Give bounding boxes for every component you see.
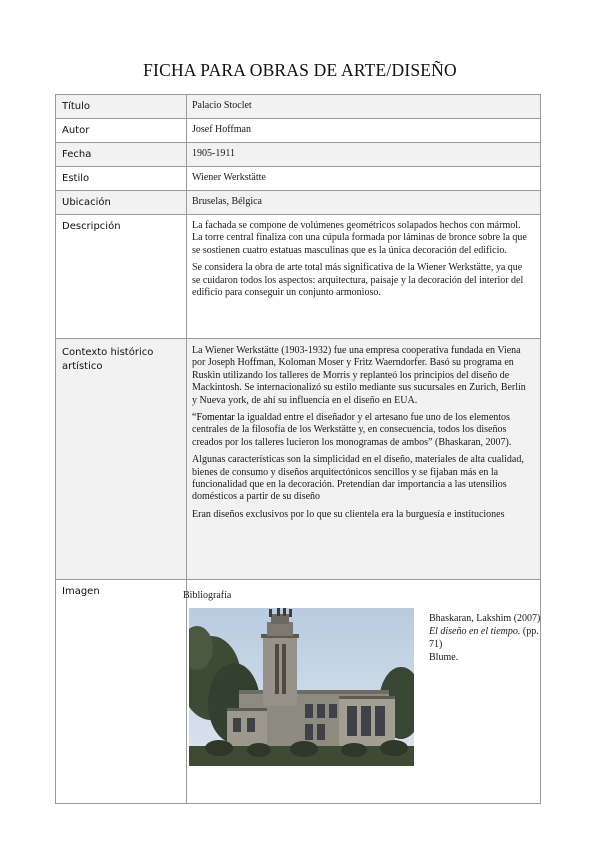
label-ubicacion: Ubicación <box>56 191 187 215</box>
palacio-stoclet-photo <box>189 608 414 766</box>
row-contexto <box>56 339 541 580</box>
value-titulo: Palacio Stoclet <box>187 95 541 119</box>
label-autor: Autor <box>56 119 187 143</box>
bibliography-heading: Bibliografía <box>183 590 232 601</box>
value-contexto <box>187 339 541 580</box>
descripcion-paragraph-1: La fachada se compone de volúmenes geométricos solapados hechos con mármol. La torre central finaliza con una cúpula formada por láminas de bronce sobre la que se sostienen cuatro estatuas masculinas que es la única decoración del edificio. <box>192 220 527 256</box>
biblio-title: El diseño en el tiempo. <box>429 626 521 637</box>
row-fecha <box>56 143 541 167</box>
row-titulo <box>56 95 541 119</box>
row-autor <box>56 119 541 143</box>
label-titulo: Título <box>56 95 187 119</box>
value-fecha: 1905-1911 <box>187 143 541 167</box>
contexto-quote-start: “Fomentar <box>192 412 235 424</box>
biblio-publisher: Blume. <box>429 652 459 663</box>
descripcion-paragraph-2: Se considera la obra de arte total más significativa de la Wiener Werkstätte, ya que se cuidaron todos los aspectos: arquitectura, paisaje y la decoración del interior del edificio para conseguir un conjunto armonioso. <box>192 262 524 299</box>
label-descripcion: Descripción <box>56 215 187 339</box>
row-imagen <box>56 580 541 804</box>
bibliography-entry <box>429 612 544 664</box>
contexto-paragraph-2 <box>192 412 532 449</box>
value-autor: Josef Hoffman <box>187 119 541 143</box>
label-imagen: Imagen <box>56 580 187 804</box>
row-descripcion <box>56 215 541 339</box>
contexto-quote-rest: la igualdad entre el diseñador y el artesano fue uno de los elementos centrales de la filosofía de los Werkstätte y, en consecuencia, todos los diseños creados por los talleres lucieron los monogramas de ambos” (Bhaskaran, 2007). <box>192 412 512 448</box>
label-contexto: Contexto histórico artístico <box>56 339 187 580</box>
value-imagen <box>183 580 541 804</box>
value-ubicacion: Bruselas, Bélgica <box>187 191 541 215</box>
contexto-paragraph-3: Algunas características son la simplicidad en el diseño, materiales de alta cualidad, bienes de consumo y diseños arquitectónicos sencillos y se fijaban más en la funcionalidad que en la decoración. Pretendían dar importancia a las utensilios domésticos a partir de su diseño <box>192 454 524 503</box>
biblio-pages: (pp. 71) <box>429 626 539 650</box>
row-ubicacion <box>56 191 541 215</box>
document-title: FICHA PARA OBRAS DE ARTE/DISEÑO <box>143 60 457 80</box>
row-estilo <box>56 167 541 191</box>
biblio-author: Bhaskaran, Lakshim (2007) <box>429 613 541 624</box>
building-illustration <box>189 608 414 766</box>
label-estilo: Estilo <box>56 167 187 191</box>
label-fecha: Fecha <box>56 143 187 167</box>
image-cell <box>183 580 541 802</box>
value-descripcion <box>187 215 541 339</box>
contexto-paragraph-4: Eran diseños exclusivos por lo que su clientela era la burguesía e instituciones <box>192 508 505 520</box>
contexto-paragraph-1: La Wiener Werkstätte (1903-1932) fue una empresa cooperativa fundada en Viena por Joseph Hoffman, Koloman Moser y Fritz Waerndorfer. Basó su programa en Ruskin utilizando los talleres de Morris y replanteó los principios del diseño de Mackintosh. Se internacionalizó su estilo mediante sus sucursales en Zurich, Berlín y Nueva york, de ahí su influencia en el diseño en EUA. <box>192 345 526 406</box>
artwork-sheet-table <box>55 94 541 804</box>
value-estilo: Wiener Werkstätte <box>187 167 541 191</box>
